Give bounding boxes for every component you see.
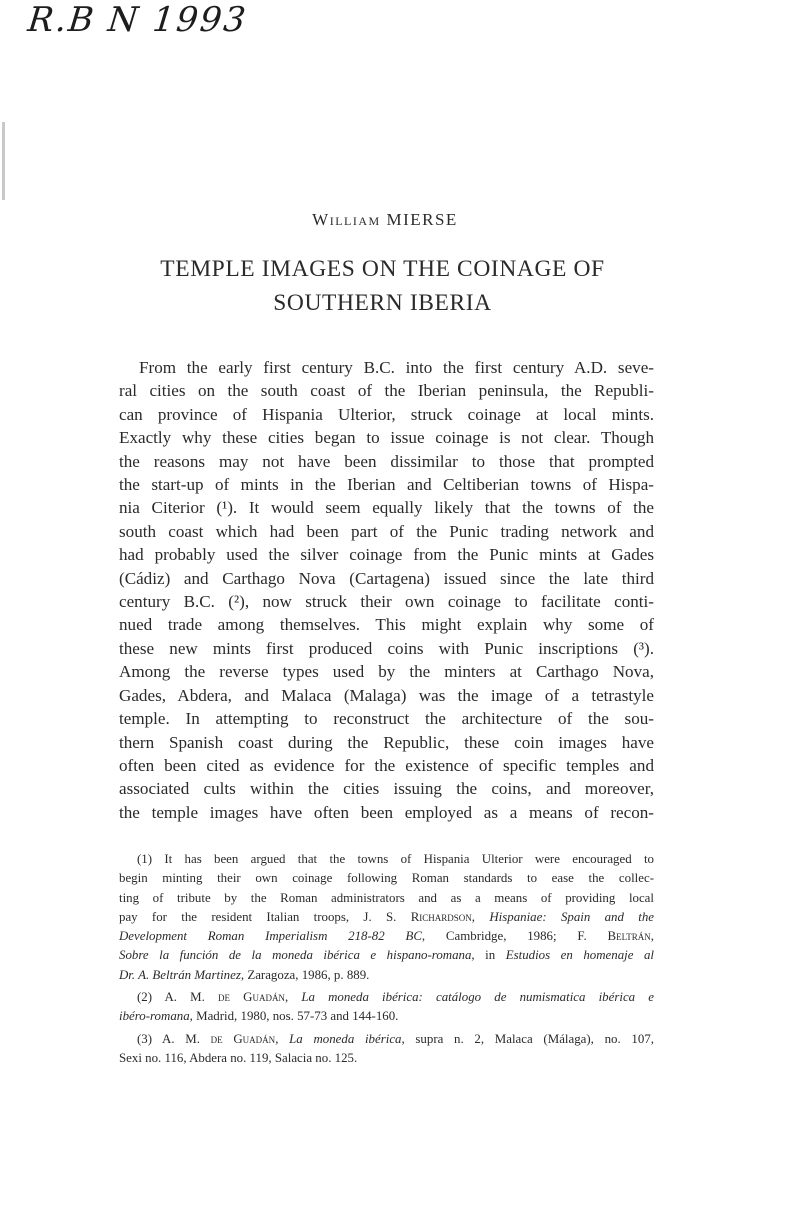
footnote-line: begin minting their own coinage following Roman standards to ease the collec- [119, 871, 654, 886]
footnote-line: Sexi no. 116, Abdera no. 119, Salacia no. 125. [119, 1050, 358, 1065]
body-line: From the early first century B.C. into the first century A.D. seve- [139, 358, 654, 377]
footnote-line [119, 946, 654, 965]
body-line: thern Spanish coast during the Republic, these coin images have [119, 732, 654, 752]
footnote-text: , in [471, 948, 506, 963]
body-line: Among the reverse types used by the minters at Carthago Nova, [119, 662, 654, 682]
body-line: south coast which had been part of the Punic trading network and [119, 521, 654, 541]
body-line: century B.C. (²), now struck their own coinage to facilitate conti- [119, 592, 654, 612]
footnote-3 [119, 1030, 654, 1069]
footnote-line [119, 988, 654, 1007]
footnote-text: , [471, 909, 490, 924]
cited-work-title: Dr. A. Beltrán Martinez [119, 967, 241, 982]
cited-work-title: La moneda ibérica [289, 1031, 402, 1046]
body-line: Gades, Abdera, and Malaca (Malaga) was the image of a tetrastyle [119, 685, 654, 705]
footnote-text: (2) A. M. [137, 990, 218, 1005]
cited-work-title: ibéro-romana [119, 1009, 190, 1024]
cited-work-title: Development Roman Imperialism 218-82 BC [119, 929, 422, 944]
author-last-name: MIERSE [386, 210, 458, 229]
footnote-text: , Madrid, 1980, nos. 57-73 and 144-160. [189, 1009, 399, 1024]
body-line: the temple images have often been employed as a means of recon- [119, 802, 654, 822]
body-line: Exactly why these cities began to issue coinage is not clear. Though [119, 428, 654, 448]
body-line: can province of Hispania Ulterior, struck coinage at local mints. [119, 404, 654, 424]
footnote-line [119, 908, 654, 927]
cited-work-title: Estudios en homenaje al [505, 948, 654, 963]
article-title-line: TEMPLE IMAGES ON THE COINAGE OF [160, 256, 605, 282]
body-line: associated cults within the cities issuing the coins, and moreover, [119, 779, 654, 799]
scan-margin-mark [2, 122, 5, 200]
article-title [100, 252, 665, 320]
cited-work-title: Hispaniae: Spain and the [489, 909, 655, 924]
body-line: nia Citerior (¹). It would seem equally likely that the towns of the [119, 498, 654, 518]
footnote-line [119, 966, 654, 985]
body-line: had probably used the silver coinage from the Punic mints at Gades [119, 545, 654, 565]
footnotes [119, 850, 654, 1071]
body-line: often been cited as evidence for the existence of specific temples and [119, 755, 654, 775]
footnote-1 [119, 850, 654, 985]
body-line: these new mints first produced coins with Punic inscriptions (³). [119, 638, 654, 658]
cited-author: Beltrán [607, 929, 651, 944]
body-line: ral cities on the south coast of the Iberian peninsula, the Republi- [119, 381, 654, 401]
author-first-name: William [312, 210, 381, 229]
body-line: the start-up of mints in the Iberian and Celtiberian towns of Hispa- [119, 475, 654, 495]
body-line: temple. In attempting to reconstruct the architecture of the sou- [119, 709, 654, 729]
footnote-line: (1) It has been argued that the towns of Hispania Ulterior were encouraged to [137, 852, 654, 866]
author-name [0, 210, 770, 230]
cited-work-title: Sobre la función de la moneda ibérica e hispano-romana [119, 948, 472, 963]
cited-work-title: La moneda ibérica: catálogo de numismatica ibérica e [301, 990, 654, 1005]
article-title-line: SOUTHERN IBERIA [273, 290, 492, 316]
body-line: (Cádiz) and Carthago Nova (Cartagena) issued since the late third [119, 568, 654, 588]
body-paragraph [119, 356, 654, 824]
body-line: the reasons may not have been dissimilar to those that prompted [119, 451, 654, 471]
cited-author: de Guadán [210, 1031, 276, 1046]
footnote-text: (3) A. M. [137, 1031, 211, 1046]
footnote-text: , Cambridge, 1986; F. [421, 929, 608, 944]
cited-author: Richardson [410, 909, 472, 924]
body-line: nued trade among themselves. This might explain why some of [119, 615, 654, 635]
footnote-text: , supra n. 2, Malaca (Málaga), no. 107, [401, 1031, 654, 1046]
footnote-text: pay for the resident Italian troops, J. S. [119, 909, 411, 924]
footnote-line: ting of tribute by the Roman administrators and as a means of providing local [119, 890, 654, 905]
footnote-text: , [275, 1031, 290, 1046]
cited-author: de Guadán [217, 990, 285, 1005]
footnote-text: , [650, 929, 654, 944]
archive-handwritten-note: R.B N 1993 [25, 0, 250, 40]
footnote-line [119, 1007, 654, 1026]
footnote-line [119, 1030, 654, 1049]
footnote-line [119, 927, 654, 946]
footnote-text: , Zaragoza, 1986, p. 889. [240, 967, 370, 982]
footnote-2 [119, 988, 654, 1027]
footnote-text: , [284, 990, 302, 1005]
